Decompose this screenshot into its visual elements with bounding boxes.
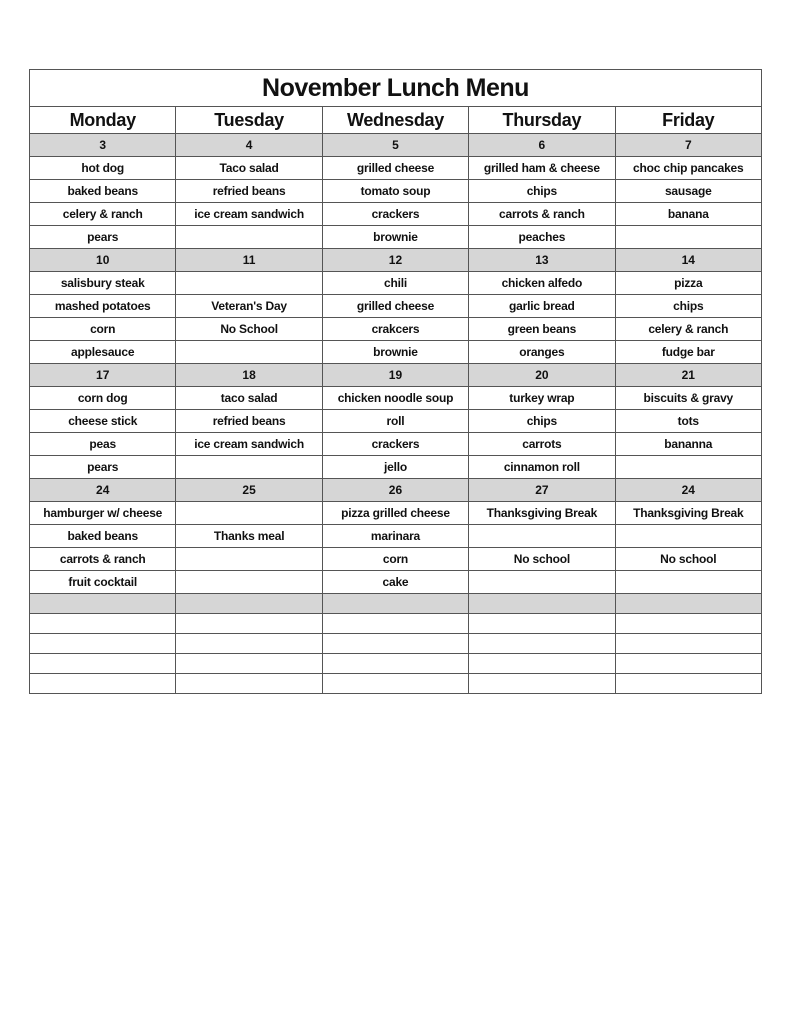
menu-item-tuesday: Veteran's Day <box>176 295 322 318</box>
blank-item-row <box>30 614 762 634</box>
menu-item-monday: hamburger w/ cheese <box>30 502 176 525</box>
menu-item-thursday: grilled ham & cheese <box>469 157 615 180</box>
blank-cell <box>322 654 468 674</box>
menu-item-monday: peas <box>30 433 176 456</box>
lunch-menu-body <box>30 70 762 694</box>
date-cell-wednesday: 26 <box>322 479 468 502</box>
blank-cell <box>176 634 322 654</box>
menu-item-monday: mashed potatoes <box>30 295 176 318</box>
date-cell-friday: 14 <box>615 249 761 272</box>
menu-item-thursday: peaches <box>469 226 615 249</box>
menu-item-thursday: Thanksgiving Break <box>469 502 615 525</box>
menu-item-monday: pears <box>30 456 176 479</box>
menu-item-thursday: oranges <box>469 341 615 364</box>
menu-item-row <box>30 410 762 433</box>
blank-item-row <box>30 634 762 654</box>
menu-item-wednesday: chili <box>322 272 468 295</box>
menu-item-friday: Thanksgiving Break <box>615 502 761 525</box>
date-cell-monday: 24 <box>30 479 176 502</box>
menu-item-monday: corn <box>30 318 176 341</box>
menu-item-tuesday <box>176 226 322 249</box>
date-cell-monday: 3 <box>30 134 176 157</box>
blank-date-row <box>30 594 762 614</box>
date-cell-friday: 21 <box>615 364 761 387</box>
day-header-tuesday: Tuesday <box>176 107 322 134</box>
menu-item-wednesday: roll <box>322 410 468 433</box>
menu-item-friday <box>615 226 761 249</box>
date-row <box>30 249 762 272</box>
title-row <box>30 70 762 107</box>
blank-item-row <box>30 674 762 694</box>
date-cell-friday: 7 <box>615 134 761 157</box>
day-header-friday: Friday <box>615 107 761 134</box>
menu-item-wednesday: jello <box>322 456 468 479</box>
menu-item-row <box>30 341 762 364</box>
menu-item-thursday: green beans <box>469 318 615 341</box>
menu-item-wednesday: corn <box>322 548 468 571</box>
menu-item-friday: sausage <box>615 180 761 203</box>
menu-item-friday <box>615 456 761 479</box>
day-header-thursday: Thursday <box>469 107 615 134</box>
menu-item-tuesday <box>176 571 322 594</box>
menu-item-tuesday: refried beans <box>176 180 322 203</box>
blank-cell <box>615 634 761 654</box>
menu-item-monday: pears <box>30 226 176 249</box>
menu-item-friday: choc chip pancakes <box>615 157 761 180</box>
menu-item-thursday <box>469 525 615 548</box>
menu-item-tuesday: Thanks meal <box>176 525 322 548</box>
menu-item-monday: celery & ranch <box>30 203 176 226</box>
blank-cell <box>322 594 468 614</box>
menu-item-monday: cheese stick <box>30 410 176 433</box>
menu-item-wednesday: marinara <box>322 525 468 548</box>
menu-item-monday: applesauce <box>30 341 176 364</box>
menu-item-monday: salisbury steak <box>30 272 176 295</box>
menu-item-wednesday: crackers <box>322 203 468 226</box>
menu-item-row <box>30 203 762 226</box>
menu-item-wednesday: chicken noodle soup <box>322 387 468 410</box>
menu-item-wednesday: brownie <box>322 341 468 364</box>
menu-item-wednesday: brownie <box>322 226 468 249</box>
menu-item-wednesday: pizza grilled cheese <box>322 502 468 525</box>
date-cell-thursday: 6 <box>469 134 615 157</box>
day-header-monday: Monday <box>30 107 176 134</box>
day-header-wednesday: Wednesday <box>322 107 468 134</box>
date-cell-tuesday: 11 <box>176 249 322 272</box>
menu-item-row <box>30 548 762 571</box>
menu-item-row <box>30 571 762 594</box>
menu-item-tuesday: Taco salad <box>176 157 322 180</box>
menu-item-friday: No school <box>615 548 761 571</box>
menu-item-tuesday <box>176 456 322 479</box>
menu-item-tuesday: taco salad <box>176 387 322 410</box>
menu-item-row <box>30 157 762 180</box>
menu-item-row <box>30 525 762 548</box>
menu-item-tuesday <box>176 341 322 364</box>
blank-cell <box>30 614 176 634</box>
menu-item-row <box>30 295 762 318</box>
date-row <box>30 364 762 387</box>
blank-cell <box>469 614 615 634</box>
blank-cell <box>176 614 322 634</box>
menu-item-thursday <box>469 571 615 594</box>
menu-item-row <box>30 180 762 203</box>
menu-item-thursday: chips <box>469 410 615 433</box>
menu-item-wednesday: crackers <box>322 433 468 456</box>
menu-item-tuesday <box>176 548 322 571</box>
menu-item-row <box>30 387 762 410</box>
menu-item-thursday: turkey wrap <box>469 387 615 410</box>
blank-cell <box>30 594 176 614</box>
date-row <box>30 134 762 157</box>
date-cell-wednesday: 5 <box>322 134 468 157</box>
menu-item-friday: pizza <box>615 272 761 295</box>
menu-item-monday: baked beans <box>30 180 176 203</box>
date-cell-wednesday: 12 <box>322 249 468 272</box>
blank-cell <box>322 634 468 654</box>
menu-item-wednesday: grilled cheese <box>322 157 468 180</box>
date-cell-tuesday: 25 <box>176 479 322 502</box>
menu-item-row <box>30 318 762 341</box>
day-header-row <box>30 107 762 134</box>
blank-cell <box>615 674 761 694</box>
menu-item-thursday: garlic bread <box>469 295 615 318</box>
menu-item-thursday: chips <box>469 180 615 203</box>
menu-item-tuesday: No School <box>176 318 322 341</box>
menu-item-row <box>30 433 762 456</box>
blank-cell <box>322 674 468 694</box>
date-cell-friday: 24 <box>615 479 761 502</box>
menu-item-tuesday <box>176 502 322 525</box>
menu-item-wednesday: cake <box>322 571 468 594</box>
date-cell-tuesday: 18 <box>176 364 322 387</box>
menu-item-monday: carrots & ranch <box>30 548 176 571</box>
menu-item-wednesday: grilled cheese <box>322 295 468 318</box>
menu-item-friday: tots <box>615 410 761 433</box>
date-row <box>30 479 762 502</box>
menu-item-tuesday: ice cream sandwich <box>176 433 322 456</box>
menu-item-monday: hot dog <box>30 157 176 180</box>
blank-cell <box>469 654 615 674</box>
date-cell-tuesday: 4 <box>176 134 322 157</box>
menu-item-wednesday: tomato soup <box>322 180 468 203</box>
menu-item-friday: chips <box>615 295 761 318</box>
menu-item-monday: fruit cocktail <box>30 571 176 594</box>
blank-item-row <box>30 654 762 674</box>
menu-item-tuesday: refried beans <box>176 410 322 433</box>
blank-cell <box>30 674 176 694</box>
menu-item-row <box>30 502 762 525</box>
menu-item-thursday: cinnamon roll <box>469 456 615 479</box>
menu-item-monday: baked beans <box>30 525 176 548</box>
menu-item-thursday: carrots & ranch <box>469 203 615 226</box>
blank-cell <box>176 594 322 614</box>
menu-item-friday <box>615 525 761 548</box>
menu-item-thursday: No school <box>469 548 615 571</box>
blank-cell <box>469 594 615 614</box>
date-cell-thursday: 13 <box>469 249 615 272</box>
menu-item-friday: fudge bar <box>615 341 761 364</box>
date-cell-monday: 17 <box>30 364 176 387</box>
menu-item-friday: banana <box>615 203 761 226</box>
blank-cell <box>469 634 615 654</box>
blank-cell <box>469 674 615 694</box>
menu-item-thursday: chicken alfedo <box>469 272 615 295</box>
date-cell-thursday: 27 <box>469 479 615 502</box>
menu-title: November Lunch Menu <box>30 70 762 107</box>
blank-cell <box>615 654 761 674</box>
menu-item-tuesday <box>176 272 322 295</box>
blank-cell <box>176 654 322 674</box>
menu-item-thursday: carrots <box>469 433 615 456</box>
menu-item-row <box>30 226 762 249</box>
date-cell-monday: 10 <box>30 249 176 272</box>
blank-cell <box>30 654 176 674</box>
menu-item-friday: bananna <box>615 433 761 456</box>
menu-item-tuesday: ice cream sandwich <box>176 203 322 226</box>
blank-cell <box>30 634 176 654</box>
menu-item-wednesday: crakcers <box>322 318 468 341</box>
date-cell-thursday: 20 <box>469 364 615 387</box>
lunch-menu-table <box>29 69 762 694</box>
date-cell-wednesday: 19 <box>322 364 468 387</box>
blank-cell <box>176 674 322 694</box>
menu-item-row <box>30 272 762 295</box>
menu-item-friday: celery & ranch <box>615 318 761 341</box>
menu-item-monday: corn dog <box>30 387 176 410</box>
blank-cell <box>322 614 468 634</box>
blank-cell <box>615 614 761 634</box>
blank-cell <box>615 594 761 614</box>
menu-item-friday <box>615 571 761 594</box>
menu-item-friday: biscuits & gravy <box>615 387 761 410</box>
menu-item-row <box>30 456 762 479</box>
